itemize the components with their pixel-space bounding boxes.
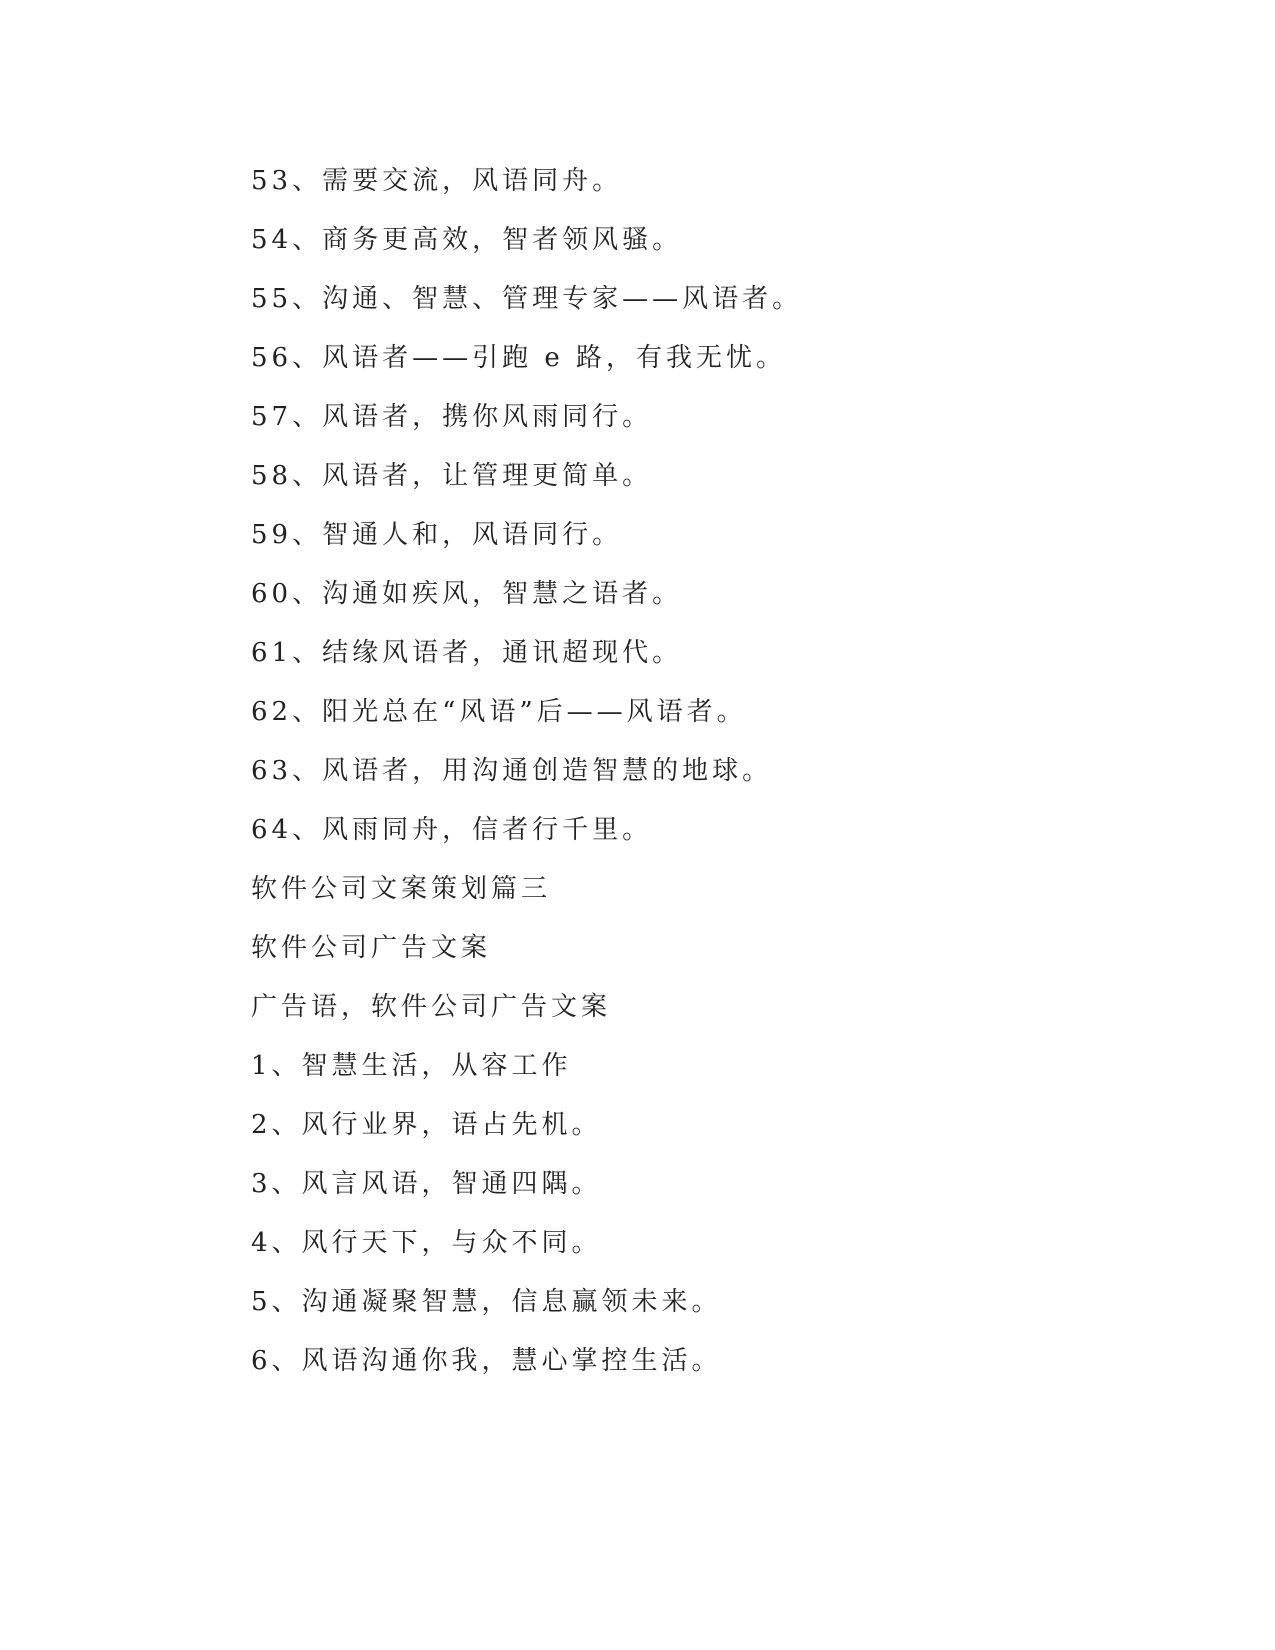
slogan-62: 62、阳光总在“风语”后——风语者。 <box>251 697 747 727</box>
slogan-55: 55、沟通、智慧、管理专家——风语者。 <box>251 284 803 314</box>
section-intro: 广告语，软件公司广告文案 <box>251 992 612 1022</box>
slogan-58: 58、风语者，让管理更简单。 <box>251 461 653 491</box>
slogan-63: 63、风语者，用沟通创造智慧的地球。 <box>251 756 773 786</box>
slogan-57: 57、风语者，携你风雨同行。 <box>251 402 653 432</box>
slogan-54: 54、商务更高效，智者领风骚。 <box>251 225 683 255</box>
section-subheading: 软件公司广告文案 <box>251 933 492 963</box>
slogan-61: 61、结缘风语者，通讯超现代。 <box>251 638 683 668</box>
ad-slogan-2: 2、风行业界，语占先机。 <box>251 1110 602 1140</box>
slogan-64: 64、风雨同舟，信者行千里。 <box>251 815 653 845</box>
section-heading: 软件公司文案策划篇三 <box>251 874 552 904</box>
document-body <box>251 160 1151 1399</box>
ad-slogan-5: 5、沟通凝聚智慧，信息赢领未来。 <box>251 1287 722 1317</box>
slogan-56: 56、风语者——引跑 e 路，有我无忧。 <box>251 343 787 373</box>
slogan-53: 53、需要交流，风语同舟。 <box>251 166 623 196</box>
slogan-60: 60、沟通如疾风，智慧之语者。 <box>251 579 683 609</box>
ad-slogan-4: 4、风行天下，与众不同。 <box>251 1228 602 1258</box>
slogan-59: 59、智通人和，风语同行。 <box>251 520 623 550</box>
ad-slogan-3: 3、风言风语，智通四隅。 <box>251 1169 602 1199</box>
ad-slogan-6: 6、风语沟通你我，慧心掌控生活。 <box>251 1346 722 1376</box>
ad-slogan-1: 1、智慧生活，从容工作 <box>251 1051 572 1081</box>
